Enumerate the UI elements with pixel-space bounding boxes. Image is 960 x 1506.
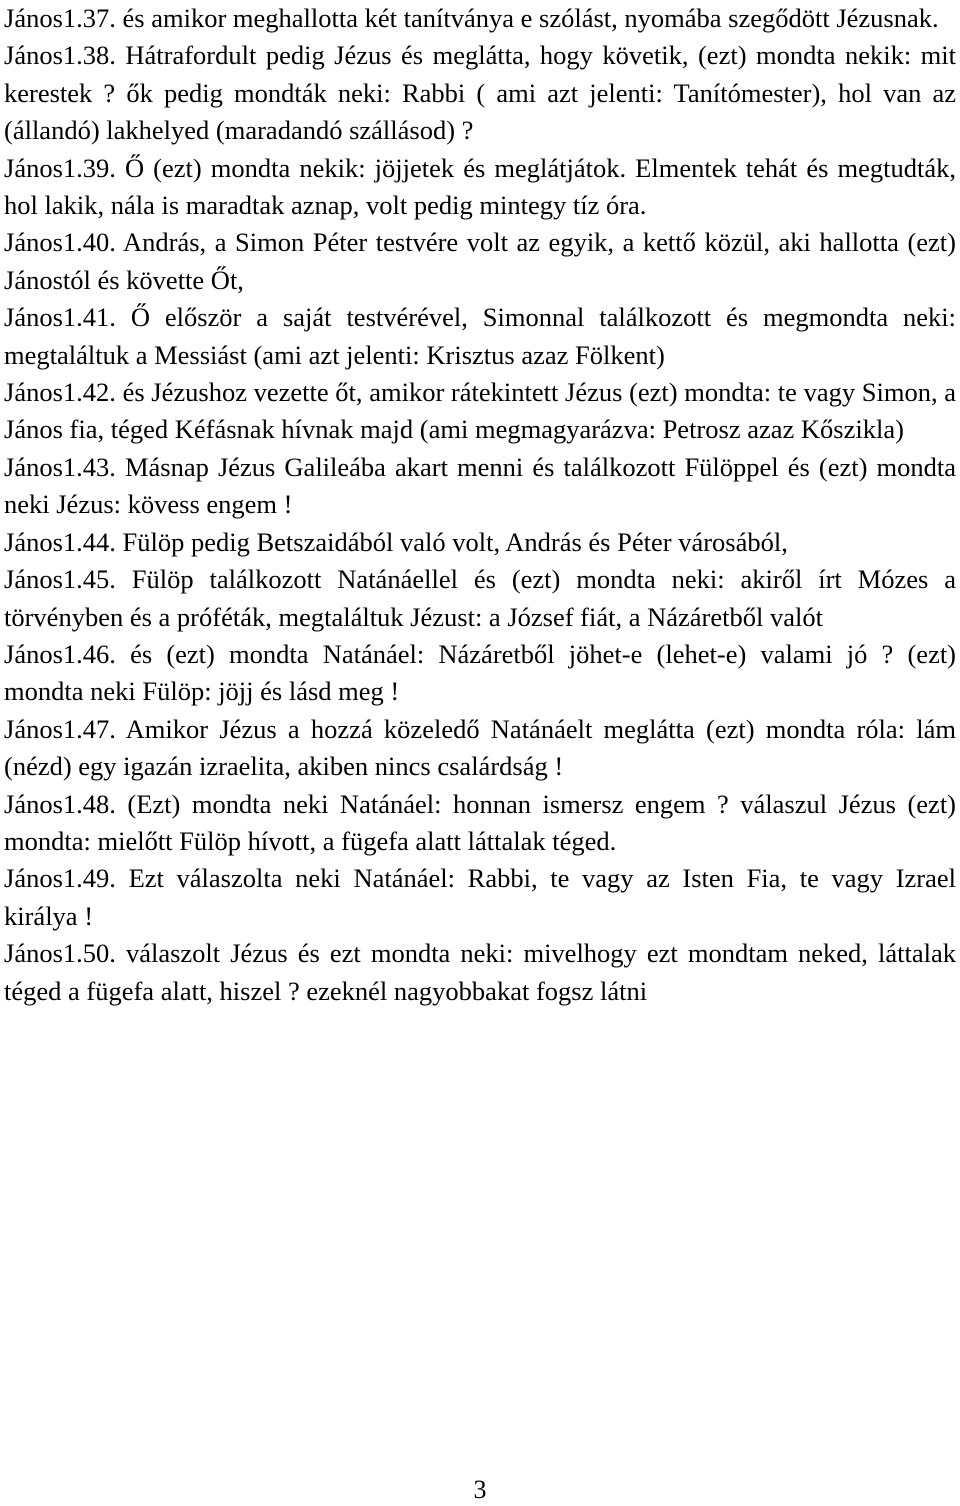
verse — [4, 935, 956, 1010]
verse-text: Másnap Jézus Galileába akart menni és találkozott Fülöppel és (ezt) mondta neki Jézus: kövess engem ! — [4, 451, 956, 520]
verse-reference: János1.38. — [4, 40, 116, 71]
verse-reference: János1.46. — [4, 638, 116, 669]
verse-text: válaszolt Jézus és ezt mondta neki: mivelhogy ezt mondtam neked, láttalak téged a fügefa alatt, hiszel ? ezeknél nagyobbakat fogsz látni — [4, 938, 956, 1006]
verse-reference: János1.40. — [4, 227, 116, 258]
verse — [4, 224, 956, 299]
verse-text: Ő (ezt) mondta nekik: jöjjetek és meglátjátok. Elmentek tehát és megtudták, hol lakik, nála is maradtak aznap, volt pedig mintegy tíz óra. — [4, 152, 957, 221]
scripture-text — [4, 0, 956, 1010]
verse-text: (Ezt) mondta neki Natánáel: honnan ismersz engem ? válaszul Jézus (ezt) mondta: mielőtt Fülöp hívott, a fügefa alatt láttalak téged. — [4, 788, 957, 856]
verse — [4, 860, 956, 935]
verse-reference: János1.39. — [4, 152, 116, 183]
verse-reference: János1.37. — [4, 3, 116, 33]
verse-reference: János1.50. — [4, 938, 116, 969]
verse-text: és amikor meghallotta két tanítványa e szólást, nyomába szegődött Jézusnak. — [122, 3, 939, 33]
verse — [4, 636, 956, 711]
verse-reference: János1.49. — [4, 863, 116, 894]
verse-text: András, a Simon Péter testvére volt az egyik, a kettő közül, aki hallotta (ezt) Jánostól és követte Őt, — [4, 227, 956, 295]
verse-reference: János1.44. — [4, 526, 116, 557]
verse-reference: János1.48. — [4, 788, 116, 819]
verse-text: Ő először a saját testvérével, Simonnal találkozott és megmondta neki: megtaláltuk a Messiást (ami azt jelenti: Krisztus azaz Fölkent) — [4, 302, 957, 370]
verse-text: Fülöp találkozott Natánáellel és (ezt) mondta neki: akiről írt Mózes a törvényben és a próféták, megtaláltuk Jézust: a József fiát, a Názáretből valót — [4, 564, 956, 632]
verse-reference: János1.41. — [4, 302, 116, 333]
verse-reference: János1.45. — [4, 564, 116, 595]
verse — [4, 374, 956, 449]
verse — [4, 524, 956, 561]
verse-text: Hátrafordult pedig Jézus és meglátta, hogy követik, (ezt) mondta nekik: mit kerestek ? ők pedig mondták neki: Rabbi ( ami azt jelenti: Tanítómester), hol van az (állandó) lakhelyed (maradandó szállásod) ? — [4, 40, 956, 146]
verse-reference: János1.43. — [4, 451, 116, 482]
verse — [4, 561, 956, 636]
verse — [4, 299, 956, 374]
verse — [4, 786, 956, 861]
verse-text: Fülöp pedig Betszaidából való volt, András és Péter városából, — [122, 526, 788, 557]
verse-text: Amikor Jézus a hozzá közeledő Natánáelt meglátta (ezt) mondta róla: lám (nézd) egy igazán izraelita, akiben nincs csalárdság ! — [4, 713, 956, 782]
verse — [4, 449, 956, 524]
page-number: 3 — [473, 1475, 487, 1504]
verse-text: és (ezt) mondta Natánáel: Názáretből jöhet-e (lehet-e) valami jó ? (ezt) mondta neki Fülöp: jöjj és lásd meg ! — [4, 638, 957, 707]
verse — [4, 150, 956, 225]
verse-reference: János1.47. — [4, 713, 116, 744]
verse-reference: János1.42. — [4, 377, 116, 408]
verse — [4, 0, 956, 37]
verse — [4, 37, 956, 149]
verse-text: és Jézushoz vezette őt, amikor rátekintett Jézus (ezt) mondta: te vagy Simon, a János fia, téged Kéfásnak hívnak majd (ami megmagyarázva: Petrosz azaz Kőszikla) — [4, 377, 956, 445]
verse — [4, 711, 956, 786]
verse-text: Ezt válaszolta neki Natánáel: Rabbi, te vagy az Isten Fia, te vagy Izrael királya ! — [4, 863, 956, 931]
